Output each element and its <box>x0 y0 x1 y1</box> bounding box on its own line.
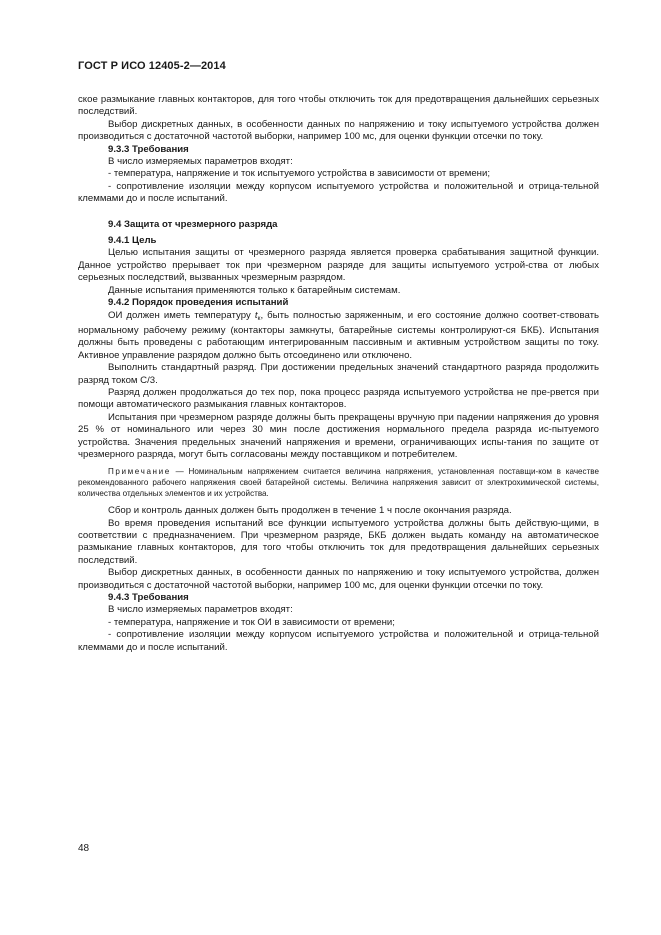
list-item: - температура, напряжение и ток испытуемого устройства в зависимости от времени; <box>108 168 490 180</box>
section-heading-9-4-1: 9.4.1 Цель <box>108 235 157 247</box>
paragraph: В число измеряемых параметров входят: <box>108 604 293 616</box>
section-heading-9-4: 9.4 Защита от чрезмерного разряда <box>108 218 278 230</box>
paragraph: Сбор и контроль данных должен быть продолжен в течение 1 ч после окончания разряда. <box>108 505 512 517</box>
paragraph: Испытания при чрезмерном разряде должны быть прекращены вручную при падении напряжения до уровня 25 % от номинального или через 30 мин после достижения нормального предела разряда ис-пытуемого устройства. Значения предельных значений напряжения и времени, ограничивающих испы-тания по защите от чрезмерного разряда, могут быть согласованы между поставщиком и потребителем. <box>78 411 599 460</box>
paragraph <box>78 310 599 363</box>
list-item: - температура, напряжение и ток ОИ в зависимости от времени; <box>108 616 395 628</box>
paragraph: Разряд должен продолжаться до тех пор, пока процесс разряда испытуемого устройства не пре-рвется при помощи автоматического размыкания главных контакторов. <box>78 386 599 411</box>
paragraph-text: ОИ должен иметь температуру <box>108 309 255 321</box>
document-body <box>78 94 599 654</box>
note-text: — Номинальным напряжением считается величина напряжения, установленная поставщи-ком в качестве рекомендованного рабочего напряжения своей батарейной системы. Величина напряжения зависит от электрохимической системы, количества отдельных элементов и их устройства. <box>78 467 599 498</box>
paragraph: Данные испытания применяются только к батарейным системам. <box>108 284 401 296</box>
paragraph: Выполнить стандартный разряд. При достижении предельных значений стандартного разряда продолжить разряд током C/3. <box>78 362 599 386</box>
note <box>78 467 599 499</box>
temperature-variable: t <box>254 309 258 321</box>
paragraph: Выбор дискретных данных, в особенности данных по напряжению и току испытуемого устройства, должен производиться с достаточной частотой выборки, например 100 мс, для оценки функции отсечки по току. <box>78 567 599 591</box>
list-item: - сопротивление изоляции между корпусом испытуемого устройства и положительной и отрица-тельной клеммами до и после испытаний. <box>78 629 599 653</box>
paragraph: Выбор дискретных данных, в особенности данных по напряжению и току испытуемого устройства должен производиться с достаточной частотой выборки, например 100 мс, для оценки функции отсечки по току. <box>78 118 599 143</box>
section-heading-9-4-3: 9.4.3 Требования <box>108 592 189 603</box>
page-number: 48 <box>78 843 90 854</box>
paragraph: Целью испытания защиты от чрезмерного разряда является проверка срабатывания защитной функции. Данное устройство прерывает ток при чрезмерном разряде для защиты испытуемого устрой-ства от любых серьезных последствий, вызванных чрезмерным разрядом. <box>78 247 599 284</box>
list-item: - сопротивление изоляции между корпусом испытуемого устройства и положительной и отрица-тельной клеммами до и после испытаний. <box>78 180 599 205</box>
paragraph: ское размыкание главных контакторов, для того чтобы отключить ток для предотвращения дальнейших серьезных последствий. <box>78 94 599 118</box>
temperature-subscript: к <box>257 314 261 322</box>
note-label: Примечание <box>108 467 171 477</box>
paragraph-text: , быть полностью заряженным, и его состояние должно соответ-ствовать нормальному рабочему режиму (контакторы замкнуты, батарейные системы контролируют-ся БКБ). Испытания должны быть проведены с работающим интегрированным пассивным и активным устройством защиты по току. Активное управление разрядом должно быть отсоединено или отключено. <box>78 309 599 361</box>
paragraph: Во время проведения испытаний все функции испытуемого устройства должны быть действую-щими, в соответствии с предназначением. При чрезмерном разряде, БКБ должен выдать команду на автоматическое размыкание главных контакторов, для того чтобы отключить ток для предотвращения дальнейших серьезных последствий. <box>78 517 599 566</box>
document-header: ГОСТ Р ИСО 12405-2—2014 <box>78 60 226 72</box>
paragraph: В число измеряемых параметров входят: <box>108 156 293 168</box>
section-heading-9-3-3: 9.3.3 Требования <box>108 143 189 155</box>
section-heading-9-4-2: 9.4.2 Порядок проведения испытаний <box>108 297 289 309</box>
